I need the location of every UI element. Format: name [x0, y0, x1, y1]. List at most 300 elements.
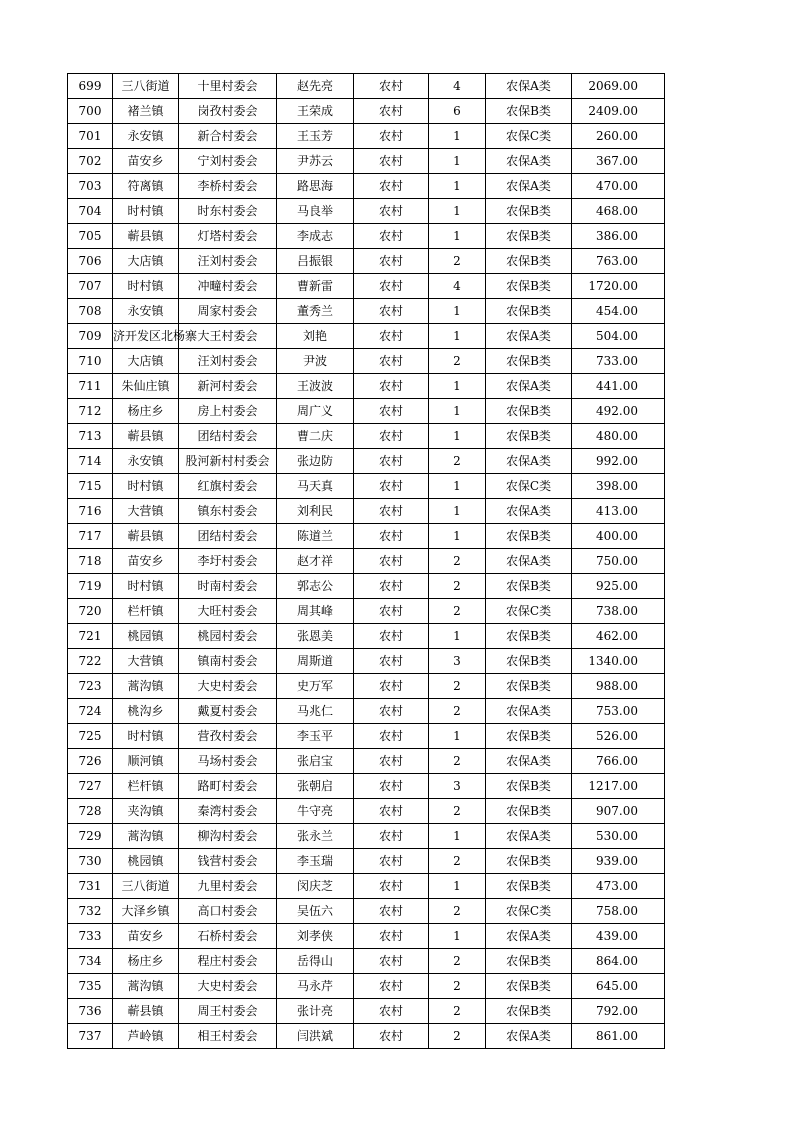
town-cell: 栏杆镇 [113, 774, 179, 799]
town-cell: 符离镇 [113, 174, 179, 199]
table-row [68, 999, 665, 1024]
amount-cell: 2409.00 [572, 99, 665, 124]
row-number-cell: 718 [68, 549, 113, 574]
row-number-cell: 737 [68, 1024, 113, 1049]
town-cell: 永安镇 [113, 299, 179, 324]
village-committee-cell: 冲疃村委会 [179, 274, 277, 299]
table-row [68, 299, 665, 324]
village-committee-cell: 相王村委会 [179, 1024, 277, 1049]
table-row [68, 674, 665, 699]
household-size-cell: 1 [429, 299, 486, 324]
household-size-cell: 1 [429, 199, 486, 224]
area-type-cell: 农村 [354, 624, 429, 649]
village-committee-cell: 李圩村委会 [179, 549, 277, 574]
row-number-cell: 707 [68, 274, 113, 299]
household-size-cell: 2 [429, 849, 486, 874]
table-row [68, 249, 665, 274]
household-size-cell: 1 [429, 474, 486, 499]
village-committee-cell: 大王村委会 [179, 324, 277, 349]
row-number-cell: 703 [68, 174, 113, 199]
name-cell: 尹苏云 [277, 149, 354, 174]
area-type-cell: 农村 [354, 449, 429, 474]
household-size-cell: 1 [429, 499, 486, 524]
village-committee-cell: 大旺村委会 [179, 599, 277, 624]
row-number-cell: 702 [68, 149, 113, 174]
village-committee-cell: 镇南村委会 [179, 649, 277, 674]
table-row [68, 899, 665, 924]
town-cell: 桃园镇 [113, 849, 179, 874]
village-committee-cell: 十里村委会 [179, 74, 277, 99]
name-cell: 张边防 [277, 449, 354, 474]
table-row [68, 474, 665, 499]
village-committee-cell: 新河村委会 [179, 374, 277, 399]
village-committee-cell: 周家村委会 [179, 299, 277, 324]
village-committee-cell: 新合村委会 [179, 124, 277, 149]
town-cell: 蕲县镇 [113, 999, 179, 1024]
household-size-cell: 2 [429, 674, 486, 699]
insurance-category-cell: 农保A类 [486, 74, 572, 99]
village-committee-cell: 桃园村委会 [179, 624, 277, 649]
amount-cell: 925.00 [572, 574, 665, 599]
row-number-cell: 705 [68, 224, 113, 249]
insurance-category-cell: 农保C类 [486, 599, 572, 624]
household-size-cell: 2 [429, 574, 486, 599]
village-committee-cell: 大史村委会 [179, 974, 277, 999]
row-number-cell: 716 [68, 499, 113, 524]
row-number-cell: 709 [68, 324, 113, 349]
amount-cell: 939.00 [572, 849, 665, 874]
row-number-cell: 724 [68, 699, 113, 724]
row-number-cell: 711 [68, 374, 113, 399]
household-size-cell: 2 [429, 549, 486, 574]
name-cell: 赵先亮 [277, 74, 354, 99]
table-row [68, 599, 665, 624]
amount-cell: 492.00 [572, 399, 665, 424]
name-cell: 史万军 [277, 674, 354, 699]
household-size-cell: 1 [429, 824, 486, 849]
village-committee-cell: 灯塔村委会 [179, 224, 277, 249]
amount-cell: 441.00 [572, 374, 665, 399]
area-type-cell: 农村 [354, 524, 429, 549]
name-cell: 牛守亮 [277, 799, 354, 824]
area-type-cell: 农村 [354, 124, 429, 149]
area-type-cell: 农村 [354, 224, 429, 249]
table-row [68, 699, 665, 724]
insurance-category-cell: 农保B类 [486, 199, 572, 224]
village-committee-cell: 马场村委会 [179, 749, 277, 774]
town-cell: 永安镇 [113, 124, 179, 149]
insurance-category-cell: 农保A类 [486, 549, 572, 574]
amount-cell: 1340.00 [572, 649, 665, 674]
household-size-cell: 1 [429, 124, 486, 149]
insurance-category-cell: 农保B类 [486, 274, 572, 299]
name-cell: 王玉芳 [277, 124, 354, 149]
town-cell: 三八街道 [113, 874, 179, 899]
village-committee-cell: 汪刘村委会 [179, 249, 277, 274]
insurance-category-cell: 农保C类 [486, 124, 572, 149]
area-type-cell: 农村 [354, 249, 429, 274]
village-committee-cell: 高口村委会 [179, 899, 277, 924]
area-type-cell: 农村 [354, 899, 429, 924]
insurance-category-cell: 农保A类 [486, 149, 572, 174]
amount-cell: 480.00 [572, 424, 665, 449]
table-row [68, 549, 665, 574]
insurance-category-cell: 农保B类 [486, 774, 572, 799]
table-row [68, 449, 665, 474]
insurance-category-cell: 农保B类 [486, 624, 572, 649]
row-number-cell: 736 [68, 999, 113, 1024]
area-type-cell: 农村 [354, 149, 429, 174]
row-number-cell: 717 [68, 524, 113, 549]
village-committee-cell: 钱营村委会 [179, 849, 277, 874]
town-cell: 桃园镇 [113, 624, 179, 649]
area-type-cell: 农村 [354, 999, 429, 1024]
town-cell: 大营镇 [113, 649, 179, 674]
table-row [68, 374, 665, 399]
table-row [68, 124, 665, 149]
insurance-category-cell: 农保A类 [486, 174, 572, 199]
row-number-cell: 706 [68, 249, 113, 274]
amount-cell: 766.00 [572, 749, 665, 774]
area-type-cell: 农村 [354, 324, 429, 349]
area-type-cell: 农村 [354, 274, 429, 299]
name-cell: 马永芹 [277, 974, 354, 999]
amount-cell: 988.00 [572, 674, 665, 699]
household-size-cell: 2 [429, 449, 486, 474]
amount-cell: 645.00 [572, 974, 665, 999]
insurance-category-cell: 农保B类 [486, 249, 572, 274]
household-size-cell: 3 [429, 649, 486, 674]
household-size-cell: 2 [429, 749, 486, 774]
amount-cell: 398.00 [572, 474, 665, 499]
row-number-cell: 727 [68, 774, 113, 799]
town-cell: 时村镇 [113, 724, 179, 749]
town-cell: 褚兰镇 [113, 99, 179, 124]
amount-cell: 992.00 [572, 449, 665, 474]
town-cell: 大泽乡镇 [113, 899, 179, 924]
amount-cell: 1720.00 [572, 274, 665, 299]
insurance-category-cell: 农保B类 [486, 399, 572, 424]
insurance-category-cell: 农保A类 [486, 824, 572, 849]
table-row [68, 424, 665, 449]
table-row [68, 74, 665, 99]
name-cell: 吕振银 [277, 249, 354, 274]
insurance-category-cell: 农保B类 [486, 424, 572, 449]
town-cell: 苗安乡 [113, 924, 179, 949]
town-cell: 蕲县镇 [113, 424, 179, 449]
name-cell: 路思海 [277, 174, 354, 199]
name-cell: 李成志 [277, 224, 354, 249]
amount-cell: 530.00 [572, 824, 665, 849]
name-cell: 李玉平 [277, 724, 354, 749]
village-committee-cell: 红旗村委会 [179, 474, 277, 499]
insurance-category-cell: 农保B类 [486, 849, 572, 874]
row-number-cell: 725 [68, 724, 113, 749]
name-cell: 董秀兰 [277, 299, 354, 324]
town-cell: 时村镇 [113, 274, 179, 299]
town-cell: 杨庄乡 [113, 949, 179, 974]
row-number-cell: 728 [68, 799, 113, 824]
area-type-cell: 农村 [354, 649, 429, 674]
amount-cell: 454.00 [572, 299, 665, 324]
name-cell: 曹二庆 [277, 424, 354, 449]
records-table [67, 73, 665, 1049]
area-type-cell: 农村 [354, 874, 429, 899]
village-committee-cell: 营孜村委会 [179, 724, 277, 749]
amount-cell: 473.00 [572, 874, 665, 899]
area-type-cell: 农村 [354, 824, 429, 849]
area-type-cell: 农村 [354, 174, 429, 199]
name-cell: 陈道兰 [277, 524, 354, 549]
town-cell: 苗安乡 [113, 549, 179, 574]
amount-cell: 439.00 [572, 924, 665, 949]
area-type-cell: 农村 [354, 849, 429, 874]
row-number-cell: 710 [68, 349, 113, 374]
name-cell: 张永兰 [277, 824, 354, 849]
row-number-cell: 726 [68, 749, 113, 774]
area-type-cell: 农村 [354, 799, 429, 824]
area-type-cell: 农村 [354, 749, 429, 774]
household-size-cell: 2 [429, 1024, 486, 1049]
insurance-category-cell: 农保B类 [486, 999, 572, 1024]
area-type-cell: 农村 [354, 549, 429, 574]
area-type-cell: 农村 [354, 674, 429, 699]
table-row [68, 574, 665, 599]
town-cell: 大店镇 [113, 249, 179, 274]
household-size-cell: 2 [429, 974, 486, 999]
row-number-cell: 704 [68, 199, 113, 224]
table-row [68, 274, 665, 299]
household-size-cell: 1 [429, 624, 486, 649]
insurance-category-cell: 农保B类 [486, 974, 572, 999]
household-size-cell: 2 [429, 899, 486, 924]
village-committee-cell: 程庄村委会 [179, 949, 277, 974]
row-number-cell: 722 [68, 649, 113, 674]
table-row [68, 649, 665, 674]
area-type-cell: 农村 [354, 499, 429, 524]
row-number-cell: 731 [68, 874, 113, 899]
household-size-cell: 6 [429, 99, 486, 124]
town-cell: 永安镇 [113, 449, 179, 474]
amount-cell: 462.00 [572, 624, 665, 649]
name-cell: 周广义 [277, 399, 354, 424]
village-committee-cell: 秦湾村委会 [179, 799, 277, 824]
name-cell: 李玉瑞 [277, 849, 354, 874]
town-cell: 大店镇 [113, 349, 179, 374]
name-cell: 周斯道 [277, 649, 354, 674]
amount-cell: 750.00 [572, 549, 665, 574]
amount-cell: 907.00 [572, 799, 665, 824]
name-cell: 王荣成 [277, 99, 354, 124]
town-cell: 蒿沟镇 [113, 674, 179, 699]
town-cell: 蕲县镇 [113, 224, 179, 249]
table-row [68, 774, 665, 799]
household-size-cell: 4 [429, 74, 486, 99]
amount-cell: 400.00 [572, 524, 665, 549]
amount-cell: 758.00 [572, 899, 665, 924]
village-committee-cell: 房上村委会 [179, 399, 277, 424]
row-number-cell: 732 [68, 899, 113, 924]
area-type-cell: 农村 [354, 699, 429, 724]
amount-cell: 386.00 [572, 224, 665, 249]
insurance-category-cell: 农保B类 [486, 524, 572, 549]
village-committee-cell: 李桥村委会 [179, 174, 277, 199]
town-cell: 蕲县镇 [113, 524, 179, 549]
table-row [68, 749, 665, 774]
row-number-cell: 714 [68, 449, 113, 474]
village-committee-cell: 大史村委会 [179, 674, 277, 699]
row-number-cell: 712 [68, 399, 113, 424]
town-cell: 苗安乡 [113, 149, 179, 174]
row-number-cell: 715 [68, 474, 113, 499]
name-cell: 曹新雷 [277, 274, 354, 299]
insurance-category-cell: 农保B类 [486, 299, 572, 324]
name-cell: 尹波 [277, 349, 354, 374]
row-number-cell: 729 [68, 824, 113, 849]
table-row [68, 99, 665, 124]
amount-cell: 753.00 [572, 699, 665, 724]
table-row [68, 499, 665, 524]
area-type-cell: 农村 [354, 74, 429, 99]
insurance-category-cell: 农保B类 [486, 349, 572, 374]
household-size-cell: 1 [429, 524, 486, 549]
table-row [68, 174, 665, 199]
name-cell: 闵庆芝 [277, 874, 354, 899]
name-cell: 刘利民 [277, 499, 354, 524]
village-committee-cell: 柳沟村委会 [179, 824, 277, 849]
area-type-cell: 农村 [354, 299, 429, 324]
insurance-category-cell: 农保A类 [486, 449, 572, 474]
household-size-cell: 1 [429, 874, 486, 899]
row-number-cell: 713 [68, 424, 113, 449]
village-committee-cell: 石桥村委会 [179, 924, 277, 949]
row-number-cell: 723 [68, 674, 113, 699]
area-type-cell: 农村 [354, 349, 429, 374]
town-cell: 桃沟乡 [113, 699, 179, 724]
village-committee-cell: 九里村委会 [179, 874, 277, 899]
area-type-cell: 农村 [354, 724, 429, 749]
town-cell: 顺河镇 [113, 749, 179, 774]
amount-cell: 504.00 [572, 324, 665, 349]
table-row [68, 399, 665, 424]
name-cell: 张朝启 [277, 774, 354, 799]
table-row [68, 849, 665, 874]
row-number-cell: 699 [68, 74, 113, 99]
household-size-cell: 1 [429, 174, 486, 199]
amount-cell: 733.00 [572, 349, 665, 374]
insurance-category-cell: 农保C类 [486, 474, 572, 499]
insurance-category-cell: 农保A类 [486, 374, 572, 399]
insurance-category-cell: 农保B类 [486, 99, 572, 124]
amount-cell: 260.00 [572, 124, 665, 149]
name-cell: 闫洪斌 [277, 1024, 354, 1049]
town-cell: 三八街道 [113, 74, 179, 99]
table-row [68, 874, 665, 899]
table-row [68, 724, 665, 749]
village-committee-cell: 汪刘村委会 [179, 349, 277, 374]
table-row [68, 324, 665, 349]
amount-cell: 738.00 [572, 599, 665, 624]
name-cell: 周其峰 [277, 599, 354, 624]
area-type-cell: 农村 [354, 99, 429, 124]
row-number-cell: 708 [68, 299, 113, 324]
amount-cell: 792.00 [572, 999, 665, 1024]
area-type-cell: 农村 [354, 374, 429, 399]
area-type-cell: 农村 [354, 199, 429, 224]
table-row [68, 349, 665, 374]
household-size-cell: 2 [429, 949, 486, 974]
name-cell: 赵才祥 [277, 549, 354, 574]
village-committee-cell: 时东村委会 [179, 199, 277, 224]
area-type-cell: 农村 [354, 974, 429, 999]
amount-cell: 864.00 [572, 949, 665, 974]
row-number-cell: 719 [68, 574, 113, 599]
area-type-cell: 农村 [354, 599, 429, 624]
row-number-cell: 733 [68, 924, 113, 949]
household-size-cell: 1 [429, 324, 486, 349]
name-cell: 张恩美 [277, 624, 354, 649]
household-size-cell: 3 [429, 774, 486, 799]
name-cell: 岳得山 [277, 949, 354, 974]
village-committee-cell: 团结村委会 [179, 524, 277, 549]
area-type-cell: 农村 [354, 399, 429, 424]
insurance-category-cell: 农保B类 [486, 649, 572, 674]
household-size-cell: 1 [429, 924, 486, 949]
name-cell: 马良举 [277, 199, 354, 224]
town-cell: 朱仙庄镇 [113, 374, 179, 399]
town-cell: 济开发区北杨寨 [113, 324, 179, 349]
town-cell: 杨庄乡 [113, 399, 179, 424]
town-cell: 时村镇 [113, 574, 179, 599]
area-type-cell: 农村 [354, 474, 429, 499]
table-row [68, 974, 665, 999]
area-type-cell: 农村 [354, 949, 429, 974]
table-row [68, 199, 665, 224]
village-committee-cell: 戴夏村委会 [179, 699, 277, 724]
row-number-cell: 720 [68, 599, 113, 624]
town-cell: 芦岭镇 [113, 1024, 179, 1049]
amount-cell: 2069.00 [572, 74, 665, 99]
village-committee-cell: 周王村委会 [179, 999, 277, 1024]
table-row [68, 624, 665, 649]
household-size-cell: 4 [429, 274, 486, 299]
name-cell: 张启宝 [277, 749, 354, 774]
town-cell: 大营镇 [113, 499, 179, 524]
village-committee-cell: 宁刘村委会 [179, 149, 277, 174]
amount-cell: 861.00 [572, 1024, 665, 1049]
town-cell: 时村镇 [113, 474, 179, 499]
insurance-category-cell: 农保B类 [486, 674, 572, 699]
insurance-category-cell: 农保A类 [486, 699, 572, 724]
amount-cell: 470.00 [572, 174, 665, 199]
village-committee-cell: 岗孜村委会 [179, 99, 277, 124]
table-row [68, 224, 665, 249]
table-row [68, 1024, 665, 1049]
town-cell: 栏杆镇 [113, 599, 179, 624]
area-type-cell: 农村 [354, 774, 429, 799]
name-cell: 刘艳 [277, 324, 354, 349]
insurance-category-cell: 农保B类 [486, 724, 572, 749]
household-size-cell: 1 [429, 149, 486, 174]
insurance-category-cell: 农保B类 [486, 224, 572, 249]
area-type-cell: 农村 [354, 1024, 429, 1049]
household-size-cell: 1 [429, 224, 486, 249]
table-row [68, 924, 665, 949]
name-cell: 马天真 [277, 474, 354, 499]
household-size-cell: 2 [429, 699, 486, 724]
village-committee-cell: 团结村委会 [179, 424, 277, 449]
village-committee-cell: 股河新村村委会 [179, 449, 277, 474]
